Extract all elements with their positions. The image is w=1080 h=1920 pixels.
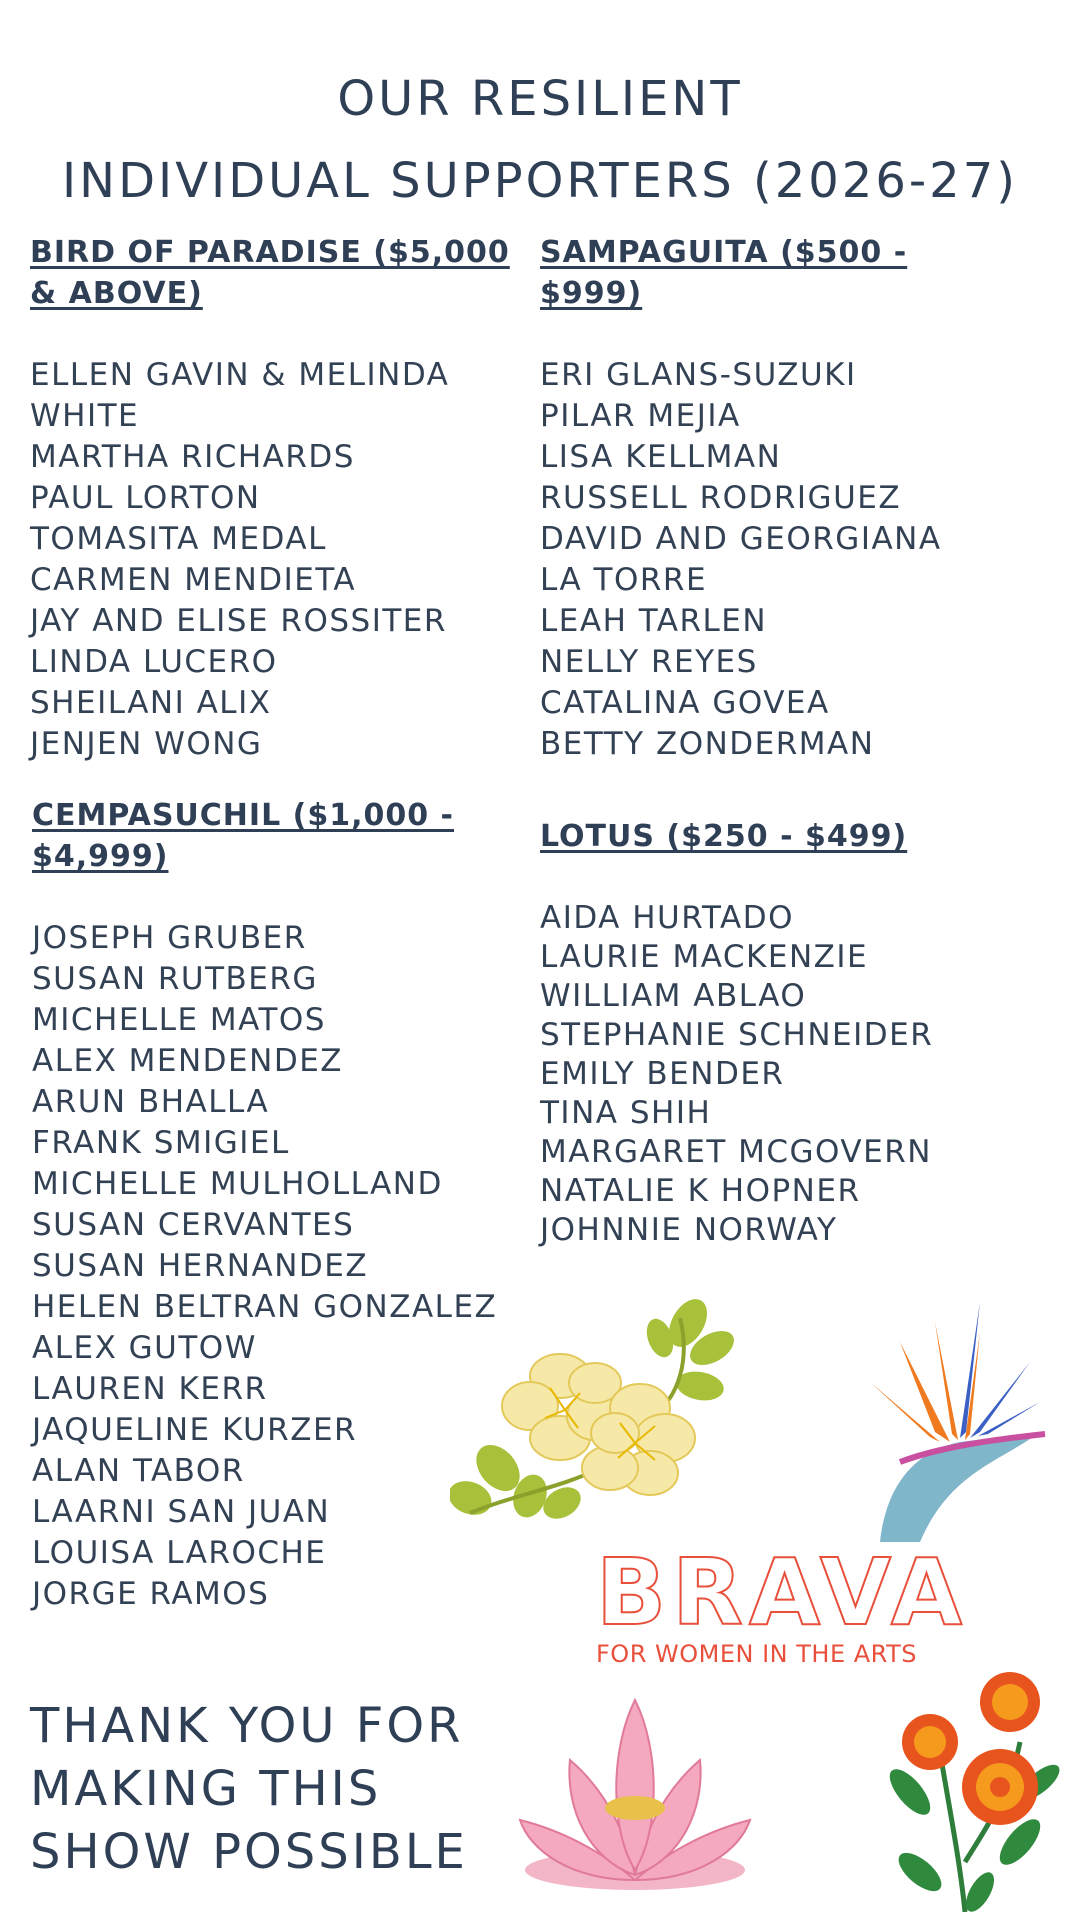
supporter-name: MICHELLE MULHOLLAND (32, 1166, 443, 1202)
supporter-name: ARUN BHALLA (32, 1084, 270, 1120)
supporter-list (30, 355, 530, 765)
supporter-name: FRANK SMIGIEL (32, 1125, 290, 1161)
tier-heading: SAMPAGUITA ($500 - $999) (540, 235, 908, 311)
supporter-name: LAARNI SAN JUAN (32, 1494, 331, 1530)
supporter-name: JAQUELINE KURZER (32, 1412, 358, 1448)
supporter-name: WHITE (30, 398, 140, 434)
supporter-list (540, 355, 1040, 765)
marigold-illustration (870, 1662, 1075, 1912)
supporter-name: RUSSELL RODRIGUEZ (540, 480, 902, 516)
supporter-name: MARGARET MCGOVERN (540, 1134, 932, 1170)
supporter-name: HELEN BELTRAN GONZALEZ (32, 1289, 498, 1325)
bird-of-paradise-illustration (840, 1302, 1065, 1542)
supporter-name: DAVID AND GEORGIANA (540, 521, 942, 557)
supporter-name: LINDA LUCERO (30, 644, 278, 680)
supporter-name: LEAH TARLEN (540, 603, 768, 639)
title-line-2: INDIVIDUAL SUPPORTERS (2026-27) (62, 153, 1018, 209)
supporter-name: NELLY REYES (540, 644, 758, 680)
supporter-name: MICHELLE MATOS (32, 1002, 326, 1038)
thank-you-line-1: THANK YOU FOR (30, 1698, 464, 1754)
supporter-name: ERI GLANS-SUZUKI (540, 357, 857, 393)
supporter-name: LAUREN KERR (32, 1371, 268, 1407)
supporter-name: SHEILANI ALIX (30, 685, 272, 721)
lotus-flower-illustration (510, 1690, 760, 1895)
supporter-name: SUSAN RUTBERG (32, 961, 318, 997)
thank-you-message (30, 1695, 510, 1884)
supporter-name: TOMASITA MEDAL (30, 521, 327, 557)
title-line-1: OUR RESILIENT (337, 71, 743, 127)
supporter-name: SUSAN HERNANDEZ (32, 1248, 369, 1284)
supporter-name: JOHNNIE NORWAY (540, 1212, 838, 1248)
supporter-list (540, 899, 1040, 1250)
supporter-name: PILAR MEJIA (540, 398, 741, 434)
tier-sampaguita (540, 232, 1040, 765)
supporter-name: ALEX MENDENDEZ (32, 1043, 344, 1079)
supporter-name: BETTY ZONDERMAN (540, 726, 875, 762)
supporter-name: STEPHANIE SCHNEIDER (540, 1017, 934, 1053)
supporter-name: TINA SHIH (540, 1095, 712, 1131)
supporter-name: ALEX GUTOW (32, 1330, 257, 1366)
logo-tagline: FOR WOMEN IN THE ARTS (596, 1640, 917, 1668)
supporter-name: LISA KELLMAN (540, 439, 782, 475)
supporter-name: PAUL LORTON (30, 480, 261, 516)
page-title (0, 58, 1080, 222)
thank-you-line-2: MAKING THIS (30, 1761, 382, 1817)
thank-you-line-3: SHOW POSSIBLE (30, 1824, 468, 1880)
supporter-name: AIDA HURTADO (540, 900, 795, 936)
tier-bird-of-paradise (30, 232, 530, 765)
supporter-name: JENJEN WONG (30, 726, 263, 762)
supporter-name: MARTHA RICHARDS (30, 439, 355, 475)
supporter-name: SUSAN CERVANTES (32, 1207, 355, 1243)
supporter-name: JAY AND ELISE ROSSITER (30, 603, 447, 639)
supporter-name: LOUISA LAROCHE (32, 1535, 327, 1571)
sampaguita-flower-illustration (450, 1298, 760, 1523)
tier-lotus (540, 816, 1040, 1250)
supporter-name: CARMEN MENDIETA (30, 562, 357, 598)
tier-heading: BIRD OF PARADISE ($5,000 & ABOVE) (30, 235, 510, 311)
tier-heading: LOTUS ($250 - $499) (540, 819, 908, 854)
supporter-name: ALAN TABOR (32, 1453, 245, 1489)
supporter-name: JORGE RAMOS (32, 1576, 270, 1612)
supporter-name: NATALIE K HOPNER (540, 1173, 861, 1209)
supporter-name: JOSEPH GRUBER (32, 920, 307, 956)
supporter-name: EMILY BENDER (540, 1056, 785, 1092)
supporter-name: CATALINA GOVEA (540, 685, 830, 721)
tier-heading: CEMPASUCHIL ($1,000 - $4,999) (32, 798, 455, 874)
logo-wordmark: BRAVA (596, 1539, 969, 1646)
supporter-name: LA TORRE (540, 562, 708, 598)
brava-logo (596, 1539, 969, 1668)
supporter-name: LAURIE MACKENZIE (540, 939, 869, 975)
supporter-name: WILLIAM ABLAO (540, 978, 807, 1014)
supporter-name: ELLEN GAVIN & MELINDA (30, 357, 450, 393)
